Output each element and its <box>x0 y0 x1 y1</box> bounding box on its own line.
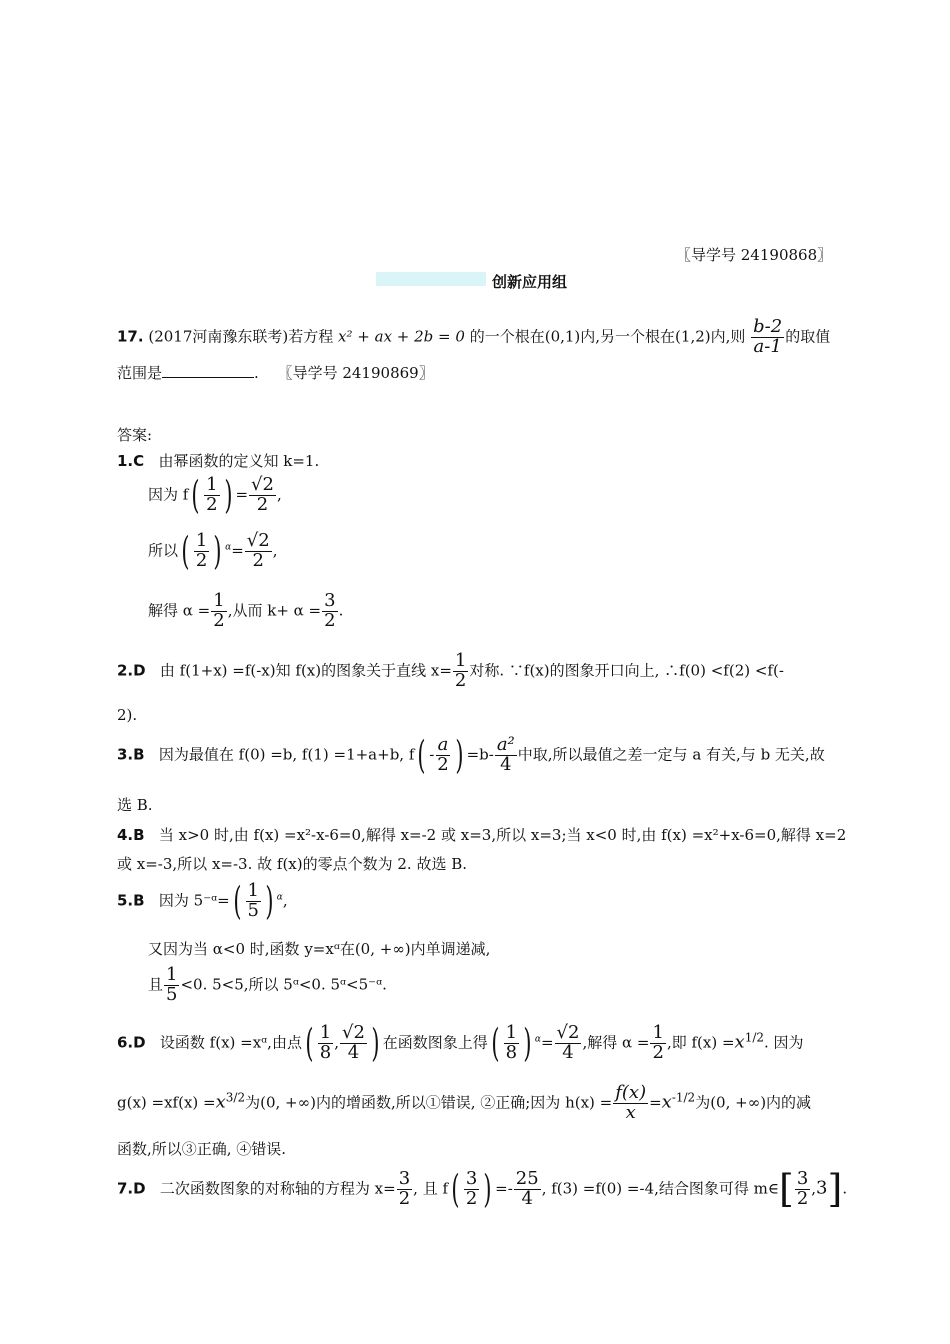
q17-text2: 的一个根在(0,1)内,另一个根在(1,2)内,则 <box>469 327 746 346</box>
ref-number-top: 〖导学号 24190868〗 <box>676 246 833 264</box>
answer-5: 5.B 因为 5⁻ᵅ=( $\frac{1}{5}$ ) $^\alpha$, <box>117 879 288 924</box>
question-17-line2: 范围是 . 〖导学号 24190869〗 <box>117 364 434 382</box>
answer-7: 7.D 二次函数图象的对称轴的方程为 x= $\frac{3}{2}$ , 且 f( $\frac{3}{2}$ ) =- $\frac{25}{4}$ , f(3) =f(0) =-4,结合图象可得 m∈[ $\frac{3}{2}$ ,3]. <box>117 1167 848 1212</box>
q17-fraction: $\frac{b-2}{a-1}$ <box>753 316 783 357</box>
q17-text1: 若方程 <box>288 327 334 346</box>
q17-text3: 的取值 <box>785 327 831 346</box>
q17-num: 17. <box>117 327 144 346</box>
answer-5-line2: 又因为当 α<0 时,函数 y=xᵅ在(0, +∞)内单调递减, <box>148 940 491 958</box>
section-highlight <box>376 272 486 286</box>
answer-1-line4: 解得 α = $\frac{1}{2}$ ,从而 k+ α = $\frac{3}{2}$ . <box>148 590 344 631</box>
answer-6: 6.D 设函数 f(x) =xᵅ,由点( $\frac{1}{8}$ , $\frac{√2}{4}$ ) 在函数图象上得( $\frac{1}{8}$ ) $^\alpha$= $\frac{√2}{4}$ ,解得 α = $\frac{1}{2}$ ,即 $f(x) =x^{1/2}$. 因为 <box>117 1021 804 1066</box>
answer-6-line3: 函数,所以③正确, ④错误. <box>117 1140 287 1158</box>
answer-4: 4.B 当 x>0 时,由 f(x) =x²-x-6=0,解得 x=-2 或 x=3,所以 x=3;当 x<0 时,由 f(x) =x²+x-6=0,解得 x=2 <box>117 826 847 844</box>
answer-2: 2.D 由 f(1+x) =f(-x)知 f(x)的图象关于直线 x= $\frac{1}{2}$ 对称. ∵f(x)的图象开口向上, ∴f(0) <f(2) <f(- <box>117 650 784 691</box>
answer-6-line2: $g(x) =xf(x) =x^{3/2}$为(0, +∞)内的增函数,所以①错误, ②正确;因为 h(x) = $\frac{f(x)}{x}$ $=x^{-1/2}$为(0, +∞)内的减 <box>117 1082 812 1123</box>
answers-label: 答案: <box>117 426 153 444</box>
answer-3: 3.B 因为最值在 f(0) =b, f(1) =1+a+b, f( - $\frac{a}{2}$ ) =b- $\frac{\text{a²}}{4}$ 中取,所以最值之差一定与 a 有关,与 b 无关,故 <box>117 733 825 778</box>
question-17 <box>117 318 830 357</box>
answer-1: 1.C 由幂函数的定义知 k=1. <box>117 452 320 470</box>
q17-ref: 〖导学号 24190869〗 <box>277 364 434 382</box>
q17-equation: x² + ax + 2b = 0 <box>338 327 465 346</box>
section-title: 创新应用组 <box>492 273 568 291</box>
q17-source: (2017河南豫东联考) <box>148 327 289 346</box>
answer-2-line2: 2). <box>117 706 138 724</box>
answer-4-line2: 或 x=-3,所以 x=-3. 故 f(x)的零点个数为 2. 故选 B. <box>117 855 468 873</box>
answer-1-line3: 所以( $\frac{1}{2}$ ) $^\alpha$= $\frac{√2}{2}$ , <box>148 529 278 574</box>
answer-1-line2: 因为 f( $\frac{1}{2}$ ) = $\frac{√2}{2}$ , <box>148 473 282 518</box>
answer-3-line2: 选 B. <box>117 796 153 814</box>
answer-5-line3: 且 $\frac{1}{5}$ <0. 5<5,所以 5ᵅ<0. 5ᵅ<5⁻ᵅ. <box>148 964 387 1005</box>
answer-blank[interactable] <box>162 377 254 378</box>
